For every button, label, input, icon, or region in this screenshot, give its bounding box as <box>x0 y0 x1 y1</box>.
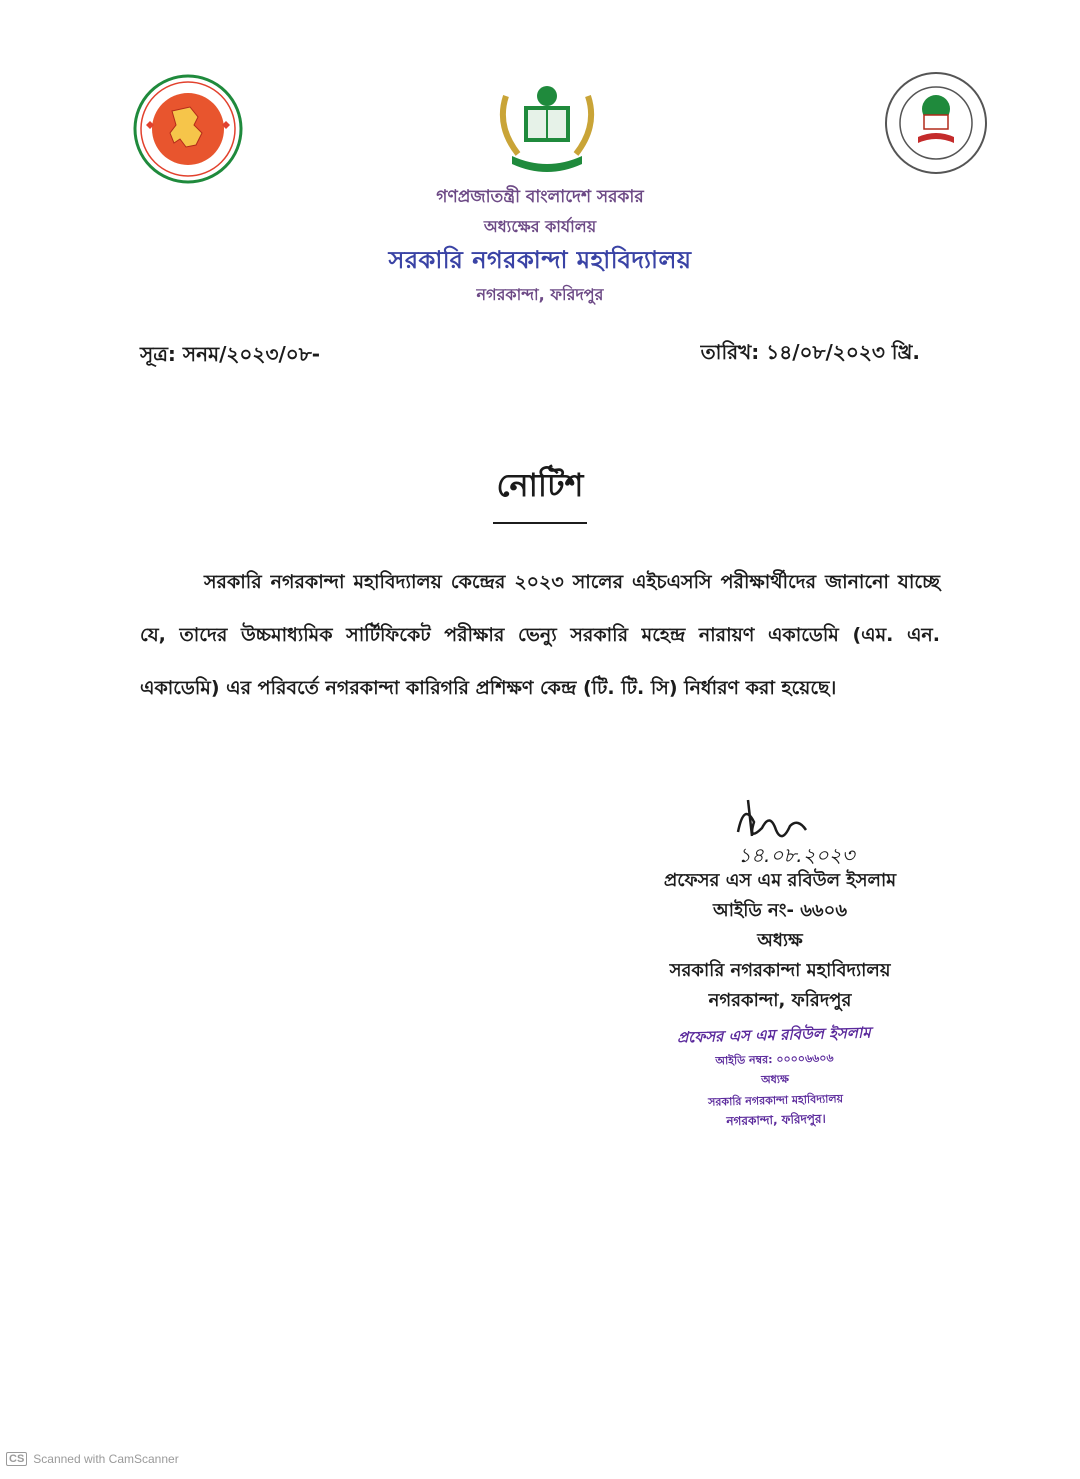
signature-block <box>620 866 940 1016</box>
svg-text:১৪.০৮.২০২৩: ১৪.০৮.২০২৩ <box>738 843 855 867</box>
govt-logo <box>132 73 244 185</box>
seal-name: প্রফেসর এস এম রবিউল ইসলাম <box>676 1023 871 1047</box>
seal-institution: সরকারি নগরকান্দা মহাবিদ্যালয় <box>707 1092 844 1109</box>
notice-body: সরকারি নগরকান্দা মহাবিদ্যালয় কেন্দ্রের ২০২৩ সালের এইচএসসি পরীক্ষার্থীদের জানানো যাচ্ছে যে, তাদের উচ্চমাধ্যমিক সার্টিফিকেট পরীক্ষার ভেন্যু সরকারি মহেন্দ্র নারায়ণ একাডেমি (এম. এন. একাডেমি) এর পরিবর্তে নগরকান্দা কারিগরি প্রশিক্ষণ কেন্দ্র (টি. টি. সি) নির্ধারণ করা হয়েছে। <box>140 571 940 699</box>
memo-reference: সূত্র: সনম/২০২৩/০৮- <box>140 342 321 366</box>
college-logo <box>488 76 606 176</box>
seal-id: আইডি নম্বর: ০০০০৬৬০৬ <box>715 1051 834 1068</box>
notice-heading <box>0 460 1080 524</box>
camscanner-icon: CS <box>6 1452 27 1466</box>
official-seal <box>654 1021 897 1135</box>
signatory-name: প্রফেসর এস এম রবিউল ইসলাম <box>663 870 897 891</box>
seal-designation: অধ্যক্ষ <box>760 1072 790 1087</box>
handwritten-signature <box>718 792 898 872</box>
signatory-designation: অধ্যক্ষ <box>757 930 803 951</box>
college-name: সরকারি নগরকান্দা মহাবিদ্যালয় <box>388 246 692 274</box>
college-crest-logo <box>884 71 988 175</box>
scanner-watermark <box>6 1452 179 1466</box>
notice-heading-text: নোটিশ <box>493 460 588 524</box>
seal-place: নগরকান্দা, ফরিদপুর। <box>726 1111 827 1129</box>
signatory-id: আইডি নং- ৬৬০৬ <box>712 900 848 921</box>
govt-title: গণপ্রজাতন্ত্রী বাংলাদেশ সরকার <box>436 187 644 207</box>
office-title: অধ্যক্ষের কার্যালয় <box>483 217 597 236</box>
signatory-place: নগরকান্দা, ফরিদপুর <box>708 990 852 1011</box>
college-location: নগরকান্দা, ফরিদপুর <box>476 285 604 304</box>
signatory-institution: সরকারি নগরকান্দা মহাবিদ্যালয় <box>669 960 891 981</box>
memo-date: তারিখ: ১৪/০৮/২০২৩ খ্রি. <box>700 340 920 364</box>
scanner-text: Scanned with CamScanner <box>33 1452 179 1466</box>
